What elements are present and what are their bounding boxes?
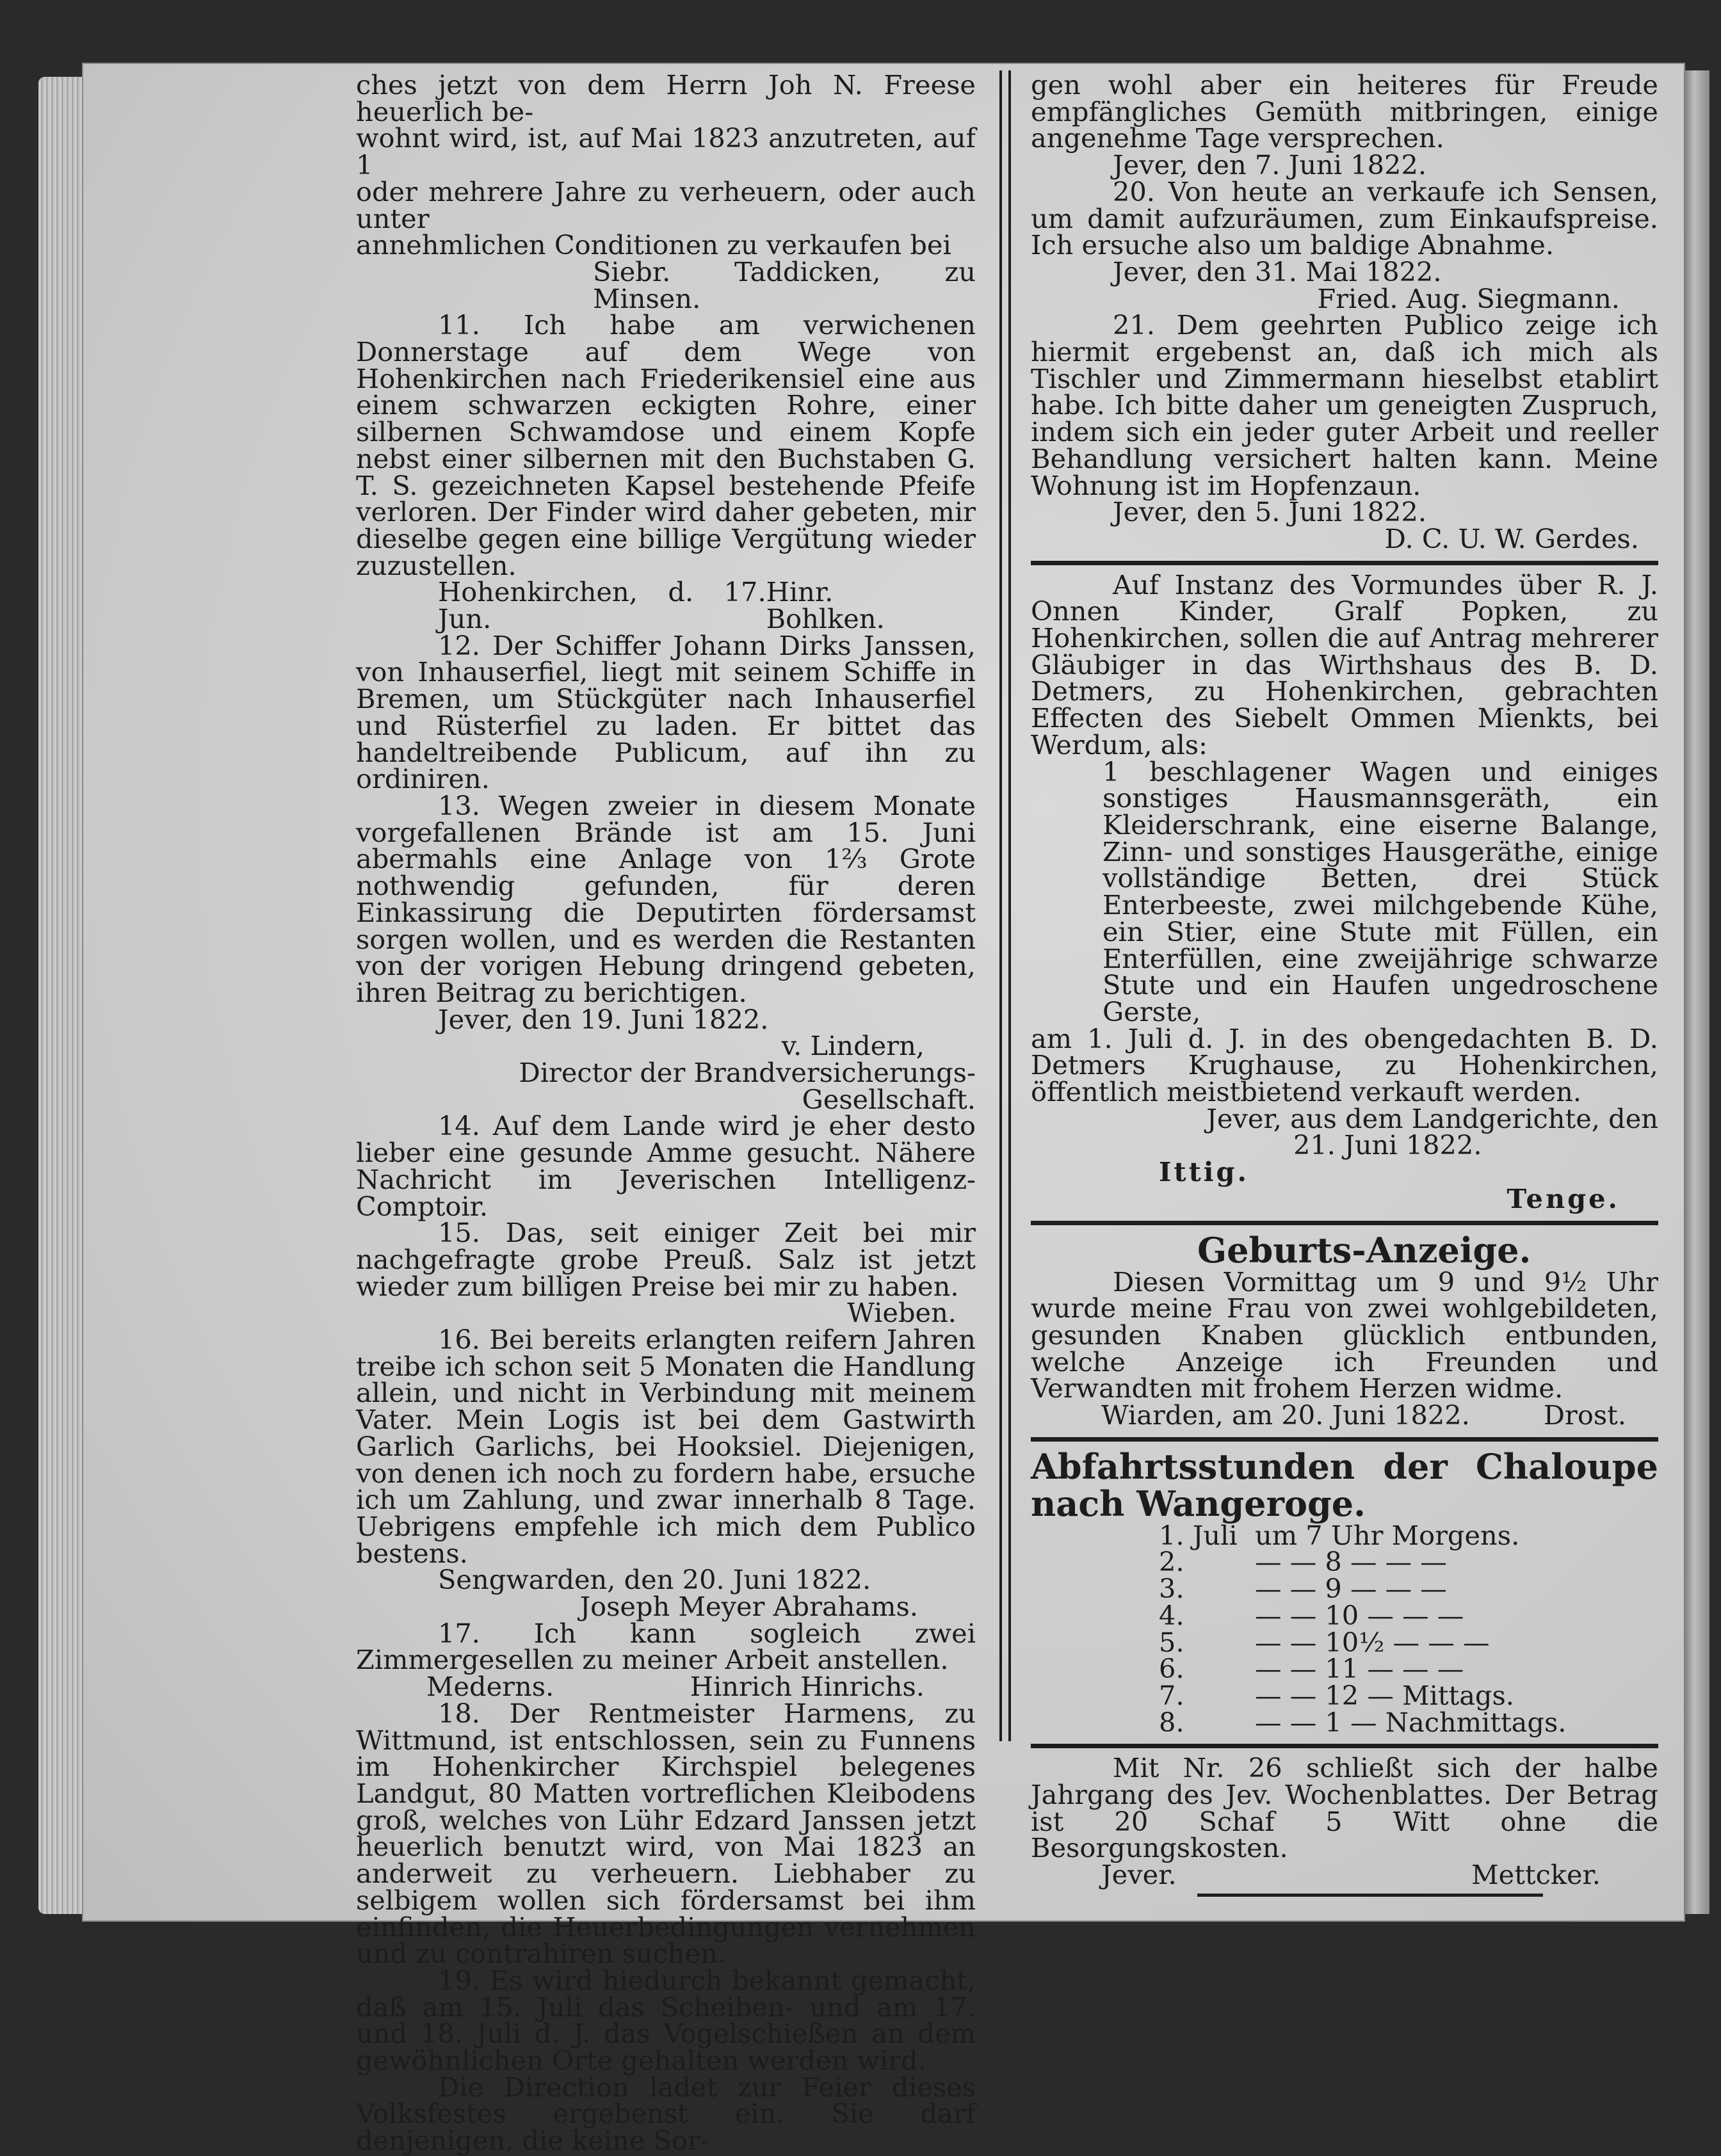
text-line: ches jetzt von dem Herrn Joh N. Freese heuerlich be- xyxy=(356,69,976,127)
schedule-time: — — 12 — Mittags. xyxy=(1255,1679,1514,1711)
signature: v. Lindern, xyxy=(781,1030,925,1062)
schedule-date: 1. Juli xyxy=(1159,1519,1238,1551)
dateline xyxy=(356,576,976,635)
place-date: Sengwarden, den 20. Juni 1822. xyxy=(438,1564,871,1596)
place-date: Jever, den 19. Juni 1822. xyxy=(438,1003,769,1035)
notice-11: 11. Ich habe am verwichenen Donnerstage auf dem Wege von Hohenkirchen nach Friederikensiel eine aus einem schwarzen eckigten Rohre, einer silbernen Schwamdose und einem Kopfe nebst einer silbernen mit den Buchstaben G. T. S. gezeichneten Kapsel bestehende Pfeife verloren. Der Finder wird daher gebeten, mir dieselbe gegen eine billige Vergütung wieder zuzustellen. xyxy=(356,309,976,581)
signature: Siebr. Taddicken, zu Minsen. xyxy=(593,255,976,314)
place-date: Hohenkirchen, d. 17. Jun. xyxy=(438,576,766,635)
signature: Wieben. xyxy=(847,1297,957,1329)
section-rule xyxy=(1031,1221,1658,1225)
schedule-date: 4. xyxy=(1159,1599,1184,1631)
notice-21: 21. Dem geehrten Publico zeige ich hiermit ergebenst an, daß ich mich als Tischler und Zimmermann hieselbst etablirt habe. Ich bitte daher um geneigten Zuspruch, indem sich ein jeder guter Arbeit und reeller Behandlung versichert halten kann. Meine Wohnung ist im Hopfenzaun. xyxy=(1031,309,1658,501)
section-rule xyxy=(1031,1437,1658,1442)
schedule-row xyxy=(1159,1679,1658,1711)
schedule-row xyxy=(1159,1626,1658,1658)
section-rule xyxy=(1031,561,1658,565)
place: Mederns. xyxy=(426,1671,554,1703)
auction-date: 21. Juni 1822. xyxy=(1293,1129,1482,1161)
place-date: Jever, den 31. Mai 1822. xyxy=(1113,255,1442,287)
schedule-date: 7. xyxy=(1159,1679,1184,1711)
schedule-date: 5. xyxy=(1159,1626,1184,1658)
schedule-time: — — 1 — Nachmittags. xyxy=(1255,1706,1567,1738)
signature: Hinr. Bohlken. xyxy=(766,576,885,635)
departure-heading: Abfahrtsstunden der Chaloupe nach Wangeroge. xyxy=(1031,1445,1658,1524)
signature: Mettcker. xyxy=(1471,1859,1601,1891)
end-rule xyxy=(1197,1894,1543,1897)
schedule-time: um 7 Uhr Morgens. xyxy=(1255,1519,1520,1551)
text-line: oder mehrere Jahre zu verheuern, oder auch unter xyxy=(356,175,976,234)
page-stack-edges xyxy=(38,77,90,1914)
schedule-row xyxy=(1159,1706,1658,1738)
signature-title: Director der Brandversicherungs-Gesellschaft. xyxy=(519,1057,976,1115)
schedule-row xyxy=(1159,1573,1658,1605)
notice-12: 12. Der Schiffer Johann Dirks Janssen, von Inhauserfiel, liegt mit seinem Schiffe in Bremen, um Stückgüter nach Inhauserfiel und Rüsterfiel zu laden. Er bittet das handeltreibende Publicum, auf ihn zu ordiniren. xyxy=(356,629,976,795)
schedule-row xyxy=(1159,1546,1658,1578)
closing-notice: Mit Nr. 26 schließt sich der halbe Jahrgang des Jev. Wochenblattes. Der Betrag ist 20 Schaf 5 Witt ohne die Besorgungskosten. xyxy=(1031,1752,1658,1864)
birth-notice: Diesen Vormittag um 9 und 9½ Uhr wurde meine Frau von zwei wohlgebildeten, gesunden Knaben glücklich entbunden, welche Anzeige ich Freunden und Verwandten mit frohem Herzen widme. xyxy=(1031,1266,1658,1404)
signature: Tenge. xyxy=(1507,1182,1620,1214)
notice-20: 20. Von heute an verkaufe ich Sensen, um damit aufzuräumen, zum Einkaufspreise. Ich ersuche also um baldige Abnahme. xyxy=(1031,175,1658,261)
departure-schedule xyxy=(1031,1519,1658,1738)
section-rule xyxy=(1031,1744,1658,1748)
signature: Fried. Aug. Siegmann. xyxy=(1317,282,1620,314)
notice-19-continued: Die Direction ladet zur Feier dieses Volksfestes ergebenst ein. Sie darf denjenigen, die keine Sor- xyxy=(356,2071,976,2156)
birth-heading: Geburts-Anzeige. xyxy=(1197,1229,1531,1271)
notice-19: 19. Es wird hiedurch bekannt gemacht, daß am 15. Juli das Scheiben- und am 17. und 18. Juli d. J. das Vogelschießen an dem gewöhnlichen Orte gehalten werden wird. xyxy=(356,1964,976,2077)
signature: Hinrich Hinrichs. xyxy=(690,1671,925,1703)
place: Jever. xyxy=(1101,1859,1177,1891)
notice-13: 13. Wegen zweier in diesem Monate vorgefallenen Brände ist am 15. Juni abermahls eine Anlage von 1⅔ Grote nothwendig gefunden, für deren Einkassirung die Deputirten fördersamst sorgen wollen, und es werden die Restanten von der vorigen Hebung dringend gebeten, ihren Beitrag zu berichtigen. xyxy=(356,789,976,1008)
signature: D. C. U. W. Gerdes. xyxy=(1384,522,1639,554)
schedule-date: 2. xyxy=(1159,1546,1184,1578)
schedule-date: 6. xyxy=(1159,1653,1184,1685)
notice-17: 17. Ich kann sogleich zwei Zimmergesellen zu meiner Arbeit anstellen. xyxy=(356,1617,976,1676)
schedule-row xyxy=(1159,1519,1658,1551)
dateline xyxy=(356,1671,976,1703)
schedule-date: 3. xyxy=(1159,1573,1184,1605)
schedule-row xyxy=(1159,1599,1658,1631)
schedule-time: — — 11 — — — xyxy=(1255,1653,1464,1685)
facing-page-edge xyxy=(1684,70,1709,1914)
right-column xyxy=(1031,69,1658,1902)
notice-16: 16. Bei bereits erlangten reifern Jahren treibe ich schon seit 5 Monaten die Handlung allein, und nicht in Verbindung mit meinem Vater. Mein Logis ist bei dem Gastwirth Garlich Garlichs, bei Hooksiel. Diejenigen, von denen ich noch zu fordern habe, ersuche ich um Zahlung, und zwar innerhalb 8 Tage. Uebrigens empfehle ich mich dem Publico bestens. xyxy=(356,1324,976,1569)
auction-item-list: 1 beschlagener Wagen und einiges sonstiges Hausmannsgeräth, ein Kleiderschrank, eine eiserne Balange, Zinn- und sonstiges Hausgeräthe, einige vollständige Betten, drei Stück Enterbeeste, zwei milchgebende Kühe, ein Stier, eine Stute mit Füllen, ein Enterfüllen, eine zweijährige schwarze Stute und ein Haufen ungedroschene Gerste, xyxy=(1103,755,1658,1027)
auction-intro: Auf Instanz des Vormundes über R. J. Onnen Kinder, Gralf Popken, zu Hohenkirchen, sollen die auf Antrag mehrerer Gläubiger in das Wirthshaus des B. D. Detmers, zu Hohenkirchen, gebrachten Effecten des Siebelt Ommen Mienkts, bei Werdum, als: xyxy=(1031,568,1658,760)
notice-18: 18. Der Rentmeister Harmens, zu Wittmund, ist entschlossen, sein zu Funnens im Hohenkircher Kirchspiel belegenes Landgut, 80 Matten vortreflichen Kleibodens groß, welches von Lühr Edzard Janssen jetzt heuerlich benutzt wird, von Mai 1823 an anderweit zu verheuern. Liebhaber zu selbigem wollen sich fördersamst bei ihm einfinden, die Heuerbedingungen vernehmen und zu contrahiren suchen. xyxy=(356,1697,976,1970)
place-date: Wiarden, am 20. Juni 1822. xyxy=(1101,1399,1470,1431)
birth-dateline xyxy=(1031,1399,1658,1431)
schedule-row xyxy=(1159,1653,1658,1685)
place-date: Jever, den 7. Juni 1822. xyxy=(1113,149,1427,181)
notice-14: 14. Auf dem Lande wird je eher desto lieber eine gesunde Amme gesucht. Nähere Nachricht im Jeverischen Intelligenz-Comptoir. xyxy=(356,1110,976,1222)
left-column xyxy=(356,69,976,2156)
schedule-date: 8. xyxy=(1159,1706,1184,1738)
auction-place: Jever, aus dem Landgerichte, den xyxy=(1206,1102,1658,1134)
text-line: annehmlichen Conditionen zu verkaufen bei xyxy=(356,229,951,261)
schedule-time: — — 9 — — — xyxy=(1255,1573,1447,1605)
signature: Ittig. xyxy=(1159,1156,1249,1188)
schedule-time: — — 10½ — — — xyxy=(1255,1626,1490,1658)
signature: Joseph Meyer Abrahams. xyxy=(579,1591,918,1623)
schedule-time: — — 8 — — — xyxy=(1255,1546,1447,1578)
text-line: wohnt wird, ist, auf Mai 1823 anzutreten, auf 1 xyxy=(356,122,976,181)
place-date: Jever, den 5. Juni 1822. xyxy=(1113,496,1427,528)
closing-dateline xyxy=(1031,1859,1658,1891)
column-divider xyxy=(999,70,1011,1741)
schedule-time: — — 10 — — — xyxy=(1255,1599,1464,1631)
notice-15: 15. Das, seit einiger Zeit bei mir nachgefragte grobe Preuß. Salz ist jetzt wieder zum billigen Preise bei mir zu haben. xyxy=(356,1217,976,1302)
auction-signatures xyxy=(1031,1156,1658,1188)
auction-when: am 1. Juli d. J. in des obengedachten B. D. Detmers Krughause, zu Hohenkirchen, öffentlich meistbietend verkauft werden. xyxy=(1031,1022,1658,1108)
signature: Drost. xyxy=(1543,1399,1626,1431)
continued-text: gen wohl aber ein heiteres für Freude empfängliches Gemüth mitbringen, einige angenehme Tage versprechen. xyxy=(1031,69,1658,154)
